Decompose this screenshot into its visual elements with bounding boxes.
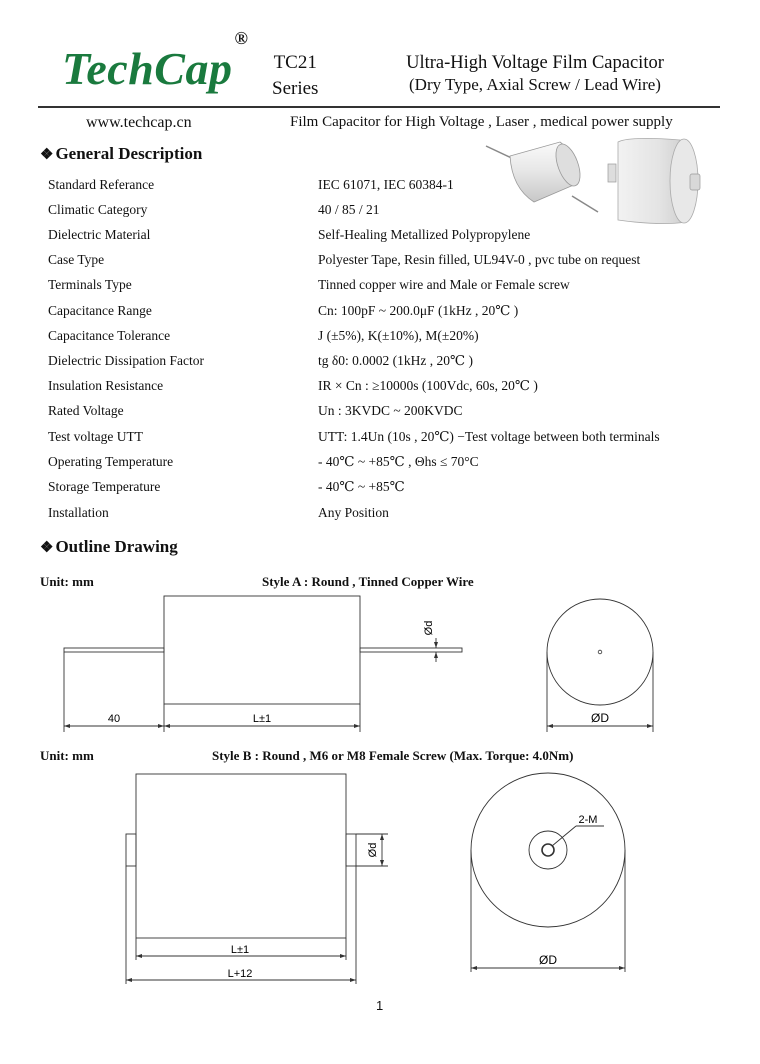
spec-label: Operating Temperature xyxy=(48,454,174,469)
general-description-heading: ❖ General Description xyxy=(40,144,203,163)
spec-label: Rated Voltage xyxy=(48,403,124,418)
lead-wire-capacitor-photo xyxy=(486,141,598,212)
style-b-diameter-dim: ØD xyxy=(539,953,557,967)
spec-value: Self-Healing Metallized Polypropylene xyxy=(318,227,531,242)
spec-label: Dielectric Material xyxy=(48,227,151,242)
style-b-body xyxy=(136,774,346,938)
spec-value: 40 / 85 / 21 xyxy=(318,202,380,217)
spec-value: - 40℃ ~ +85℃ xyxy=(318,479,405,494)
style-a-unit: Unit: mm xyxy=(40,574,94,589)
title-line-2: (Dry Type, Axial Screw / Lead Wire) xyxy=(409,75,661,94)
spec-row xyxy=(48,454,728,474)
style-a-right-wire xyxy=(360,648,462,652)
spec-row xyxy=(48,328,728,348)
style-b-total-dim: L+12 xyxy=(227,968,253,980)
spec-label: Insulation Resistance xyxy=(48,378,164,393)
spec-row xyxy=(48,303,728,323)
style-b-thread-dim: 2-M xyxy=(578,814,598,826)
spec-label: Test voltage UTT xyxy=(48,429,144,444)
spec-label: Capacitance Range xyxy=(48,303,152,318)
series-label xyxy=(272,50,318,102)
style-a-drawing xyxy=(40,588,720,738)
spec-value: UTT: 1.4Un (10s , 20℃) −Test voltage between both terminals xyxy=(318,429,660,444)
website-link[interactable]: www.techcap.cn xyxy=(86,114,192,131)
spec-value: IEC 61071, IEC 60384-1 xyxy=(318,177,454,192)
title-line-1: Ultra-High Voltage Film Capacitor xyxy=(406,53,664,73)
spec-value: - 40℃ ~ +85℃ , Θhs ≤ 70°C xyxy=(318,454,479,469)
screw-capacitor-photo xyxy=(608,138,700,223)
registered-mark: ® xyxy=(234,27,249,48)
style-a-end-view xyxy=(547,599,653,705)
tagline: Film Capacitor for High Voltage , Laser , medical power supply xyxy=(290,114,673,130)
spec-value: tg δ0: 0.0002 (1kHz , 20℃ ) xyxy=(318,353,473,368)
spec-label: Storage Temperature xyxy=(48,479,161,494)
style-b-screw-dim: Ød xyxy=(367,842,379,858)
header-divider xyxy=(38,106,720,108)
style-a-diameter-dim: ØD xyxy=(591,711,609,725)
outline-drawing-heading: ❖ Outline Drawing xyxy=(40,537,178,556)
series-code: TC21 xyxy=(273,52,317,73)
spec-row xyxy=(48,479,728,499)
spec-row xyxy=(48,353,728,373)
product-photo-illustration xyxy=(480,134,730,234)
spec-value: Polyester Tape, Resin filled, UL94V-0 , pvc tube on request xyxy=(318,252,641,267)
style-a-left-wire xyxy=(64,648,164,652)
style-a-title: Style A : Round , Tinned Copper Wire xyxy=(262,574,474,589)
spec-row xyxy=(48,277,728,297)
spec-value: J (±5%), K(±10%), M(±20%) xyxy=(318,328,479,343)
spec-value: Un : 3KVDC ~ 200KVDC xyxy=(318,403,463,418)
style-b-title: Style B : Round , M6 or M8 Female Screw (Max. Torque: 4.0Nm) xyxy=(212,748,574,763)
spec-label: Standard Referance xyxy=(48,177,155,192)
spec-label: Terminals Type xyxy=(48,277,132,292)
product-title xyxy=(360,52,710,96)
spec-value: Tinned copper wire and Male or Female screw xyxy=(318,277,570,292)
spec-label: Installation xyxy=(48,505,109,520)
spec-row xyxy=(48,429,728,449)
spec-label: Case Type xyxy=(48,252,105,267)
page-number: 1 xyxy=(376,998,384,1013)
brand-logo: TechCap® xyxy=(62,27,249,94)
spec-row xyxy=(48,378,728,398)
diamond-bullet-icon: ❖ xyxy=(40,540,54,556)
style-b-drawing xyxy=(40,764,720,994)
spec-row xyxy=(48,403,728,423)
spec-value: Any Position xyxy=(318,505,389,520)
spec-value: Cn: 100pF ~ 200.0μF (1kHz , 20℃ ) xyxy=(318,303,519,318)
style-a-length-dim: L±1 xyxy=(252,713,272,725)
style-a-wire-dim: Ød xyxy=(423,620,435,636)
spec-label: Dielectric Dissipation Factor xyxy=(48,353,204,368)
spec-label: Climatic Category xyxy=(48,202,148,217)
style-b-length-dim: L±1 xyxy=(230,944,250,956)
series-word: Series xyxy=(272,78,319,99)
diamond-bullet-icon: ❖ xyxy=(40,147,54,163)
style-b-unit: Unit: mm xyxy=(40,748,94,763)
style-b-right-stud xyxy=(346,834,356,866)
spec-row xyxy=(48,505,728,525)
style-a-body xyxy=(164,596,360,704)
spec-row xyxy=(48,252,728,272)
style-b-left-stud xyxy=(126,834,136,866)
spec-value: IR × Cn : ≥10000s (100Vdc, 60s, 20℃ ) xyxy=(318,378,538,393)
style-b-end-view xyxy=(471,773,625,927)
spec-label: Capacitance Tolerance xyxy=(48,328,171,343)
style-a-lead-dim: 40 xyxy=(107,713,121,725)
